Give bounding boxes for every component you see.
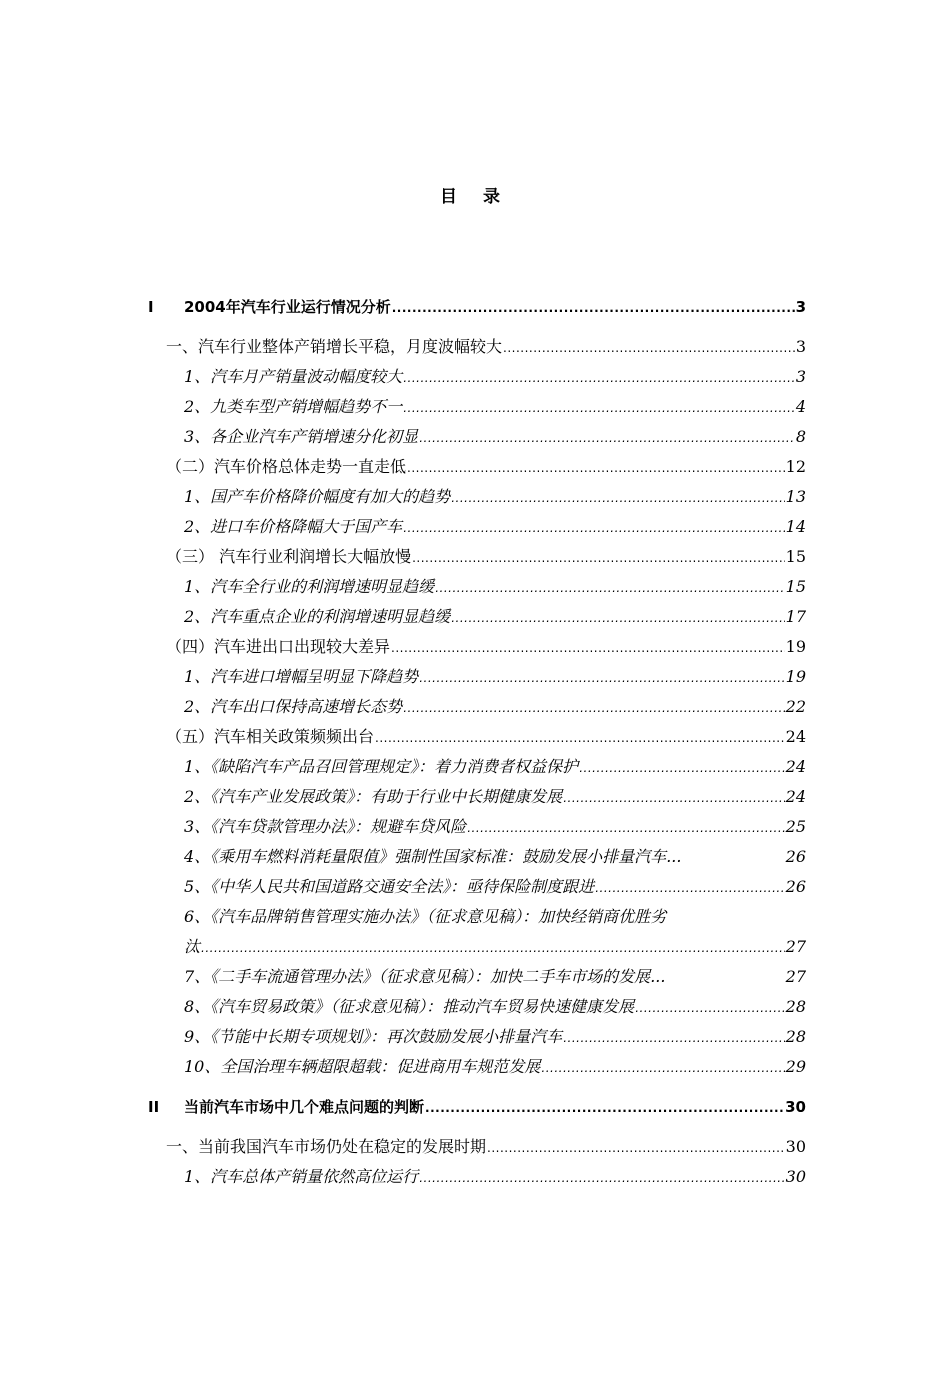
toc-subsection-entry[interactable] [184,756,806,778]
toc-subsection-entry[interactable] [184,486,806,508]
toc-entry-label [148,1096,424,1118]
toc-leader-dots [595,877,784,899]
toc-subsection-entry[interactable] [184,996,806,1018]
toc-page-number: 4 [795,397,806,416]
toc-page-number: 3 [795,298,806,316]
toc-part-number: I [148,298,154,316]
toc-subsection-entry[interactable] [184,606,806,628]
toc-entry-label [184,936,200,958]
toc-subsection-entry[interactable] [184,786,806,808]
toc-entry-text: 8、《汽车贸易政策》（征求意见稿）：推动汽车贸易快速健康发展 [184,997,635,1016]
toc-entry-text: 10、全国治理车辆超限超载：促进商用车规范发展 [184,1057,541,1076]
toc-entry-label [184,366,402,388]
toc-subsection-entry[interactable] [184,936,806,958]
toc-subsection-entry[interactable] [184,876,806,898]
toc-entry-text: 2、汽车重点企业的利润增速明显趋缓 [184,607,451,626]
toc-subsection-entry[interactable] [184,846,806,868]
toc-page-number: 12 [785,457,806,476]
toc-entry-text: 当前汽车市场中几个难点问题的判断 [184,1098,425,1116]
toc-page-number: 15 [785,577,806,596]
toc-leader-dots [579,757,784,779]
toc-entry-ellipsis: ... [666,847,682,866]
toc-leader-dots [392,297,795,319]
toc-subsection-entry[interactable] [184,816,806,838]
page-title: 目 录 [440,187,510,207]
toc-entry-label [184,876,594,898]
toc-entry-label [184,516,402,538]
toc-leader-dots [419,1167,784,1189]
toc-subsection-entry[interactable] [184,426,806,448]
toc-entry-label [184,756,578,778]
toc-entry-text: 6、《汽车品牌销售管理实施办法》（征求意见稿）：加快经销商优胜劣 [184,907,667,926]
toc-entry-text: 2004年汽车行业运行情况分析 [184,298,391,316]
toc-page-number: 19 [785,637,806,656]
toc-page-number: 17 [785,607,806,626]
toc-entry-text: （三） 汽车行业利润增长大幅放慢 [166,547,412,566]
toc-entry-text: （四）汽车进出口出现较大差异 [166,637,391,656]
toc-entry-text: 9、《节能中长期专项规划》：再次鼓励发展小排量汽车 [184,1027,563,1046]
toc-subsection-entry[interactable] [184,1026,806,1048]
toc-leader-dots [403,517,784,539]
toc-entry-label [184,786,562,808]
toc-entry-label [184,906,666,928]
toc-entry-label [184,576,434,598]
toc-section-entry[interactable] [166,546,806,568]
toc-section-entry[interactable] [166,726,806,748]
toc-entry-label [166,1136,486,1158]
toc-page-number: 30 [785,1137,806,1156]
toc-entry-label [184,696,402,718]
toc-entry-label [184,966,665,988]
toc-page-number: 14 [785,517,806,536]
toc-page-number: 19 [785,667,806,686]
toc-page-number: 13 [785,487,806,506]
toc-page-number: 15 [785,547,806,566]
toc-page-number: 29 [785,1057,806,1076]
toc-entry-text: 1、汽车总体产销量依然高位运行 [184,1167,419,1186]
toc-section-entry[interactable] [166,456,806,478]
toc-leader-dots [403,367,795,389]
toc-leader-dots [375,727,785,749]
toc-entry-text: 1、汽车进口增幅呈明显下降趋势 [184,667,419,686]
toc-subsection-entry[interactable] [184,1056,806,1078]
toc-entry-text: 一、当前我国汽车市场仍处在稳定的发展时期 [166,1137,487,1156]
toc-entry-text: 3、《汽车贷款管理办法》：规避车贷风险 [184,817,467,836]
toc-subsection-entry[interactable] [184,696,806,718]
toc-entry-text: 5、《中华人民共和国道路交通安全法》：亟待保险制度跟进 [184,877,595,896]
toc-entry-text: 1、汽车月产销量波动幅度较大 [184,367,403,386]
toc-entry-text: 2、九类车型产销增幅趋势不一 [184,397,403,416]
toc-leader-dots [435,577,784,599]
toc-subsection-entry[interactable] [184,966,806,988]
toc-part-entry[interactable] [148,1096,806,1118]
toc-leader-dots [487,1137,785,1159]
toc-part-number: II [148,1098,160,1116]
toc-entry-label [184,1166,418,1188]
toc-subsection-entry[interactable] [184,516,806,538]
toc-section-entry[interactable] [166,1136,806,1158]
toc-leader-dots [425,1097,784,1119]
toc-entry-label [184,1056,540,1078]
toc-entry-text: 7、《二手车流通管理办法》（征求意见稿）：加快二手车市场的发展 [184,967,651,986]
toc-entry-text: 1、国产车价格降价幅度有加大的趋势 [184,487,451,506]
toc-entry-text: 一、汽车行业整体产销增长平稳，月度波幅较大 [166,337,503,356]
toc-leader-dots [451,607,784,629]
toc-entry-text: 4、《乘用车燃料消耗量限值》强制性国家标准：鼓励发展小排量汽车 [184,847,667,866]
toc-section-entry[interactable] [166,636,806,658]
toc-subsection-entry[interactable] [184,906,806,928]
toc-page-number: 26 [785,847,806,866]
toc-leader-dots [391,637,785,659]
toc-entry-text: 1、《缺陷汽车产品召回管理规定》：着力消费者权益保护 [184,757,579,776]
toc-leader-dots [563,1027,784,1049]
toc-page-number: 26 [785,877,806,896]
toc-page-number: 30 [785,1167,806,1186]
toc-entry-text: 2、进口车价格降幅大于国产车 [184,517,403,536]
toc-entry-label [184,426,418,448]
toc-leader-dots [541,1057,784,1079]
toc-entry-label [184,486,450,508]
toc-leader-dots [403,397,795,419]
toc-leader-dots [403,697,784,719]
toc-leader-dots [503,337,795,359]
toc-entry-label [184,996,634,1018]
toc-entry-text: （五）汽车相关政策频频出台 [166,727,375,746]
toc-entry-text: 汰 [184,937,201,956]
toc-leader-dots [451,487,784,509]
toc-entry-text: （二）汽车价格总体走势一直走低 [166,457,407,476]
toc-page-number: 3 [795,337,806,356]
toc-entry-label [184,846,681,868]
toc-entry-label [184,606,450,628]
toc-part-entry[interactable] [148,296,806,318]
toc-page-number: 24 [785,727,806,746]
toc-page-number: 27 [785,967,806,986]
toc-page-number: 22 [785,697,806,716]
toc-page-number: 30 [785,1098,806,1116]
toc-leader-dots [467,817,784,839]
toc-subsection-entry[interactable] [184,396,806,418]
toc-leader-dots [419,667,784,689]
toc-leader-dots [419,427,795,449]
toc-entry-label [166,456,406,478]
toc-page-number: 27 [785,937,806,956]
toc-leader-dots [201,937,785,959]
toc-subsection-entry[interactable] [184,366,806,388]
toc-page-number: 3 [795,367,806,386]
toc-leader-dots [412,547,785,569]
toc-entry-label [184,1026,562,1048]
toc-page-number: 24 [785,787,806,806]
toc-entry-text: 2、汽车出口保持高速增长态势 [184,697,403,716]
toc-page-number: 8 [795,427,806,446]
toc-entry-label [166,726,374,748]
toc-leader-dots [407,457,785,479]
toc-leader-dots [563,787,784,809]
toc-subsection-entry[interactable] [184,576,806,598]
toc-subsection-entry[interactable] [184,666,806,688]
toc-leader-dots [635,997,784,1019]
toc-entry-label [148,296,391,318]
toc-entry-label [166,546,411,568]
toc-section-entry[interactable] [166,336,806,358]
toc-page-number: 25 [785,817,806,836]
toc-entry-text: 2、《汽车产业发展政策》：有助于行业中长期健康发展 [184,787,563,806]
toc-entry-label [166,336,502,358]
toc-entry-label [184,396,402,418]
toc-page-number: 28 [785,997,806,1016]
toc-subsection-entry[interactable] [184,1166,806,1188]
toc-entry-label [166,636,390,658]
toc-entry-label [184,816,466,838]
toc-entry-text: 3、各企业汽车产销增速分化初显 [184,427,419,446]
toc-entry-label [184,666,418,688]
toc-entry-text: 1、汽车全行业的利润增速明显趋缓 [184,577,435,596]
toc-entry-ellipsis: ... [650,967,666,986]
toc-page-number: 28 [785,1027,806,1046]
toc-page-number: 24 [785,757,806,776]
